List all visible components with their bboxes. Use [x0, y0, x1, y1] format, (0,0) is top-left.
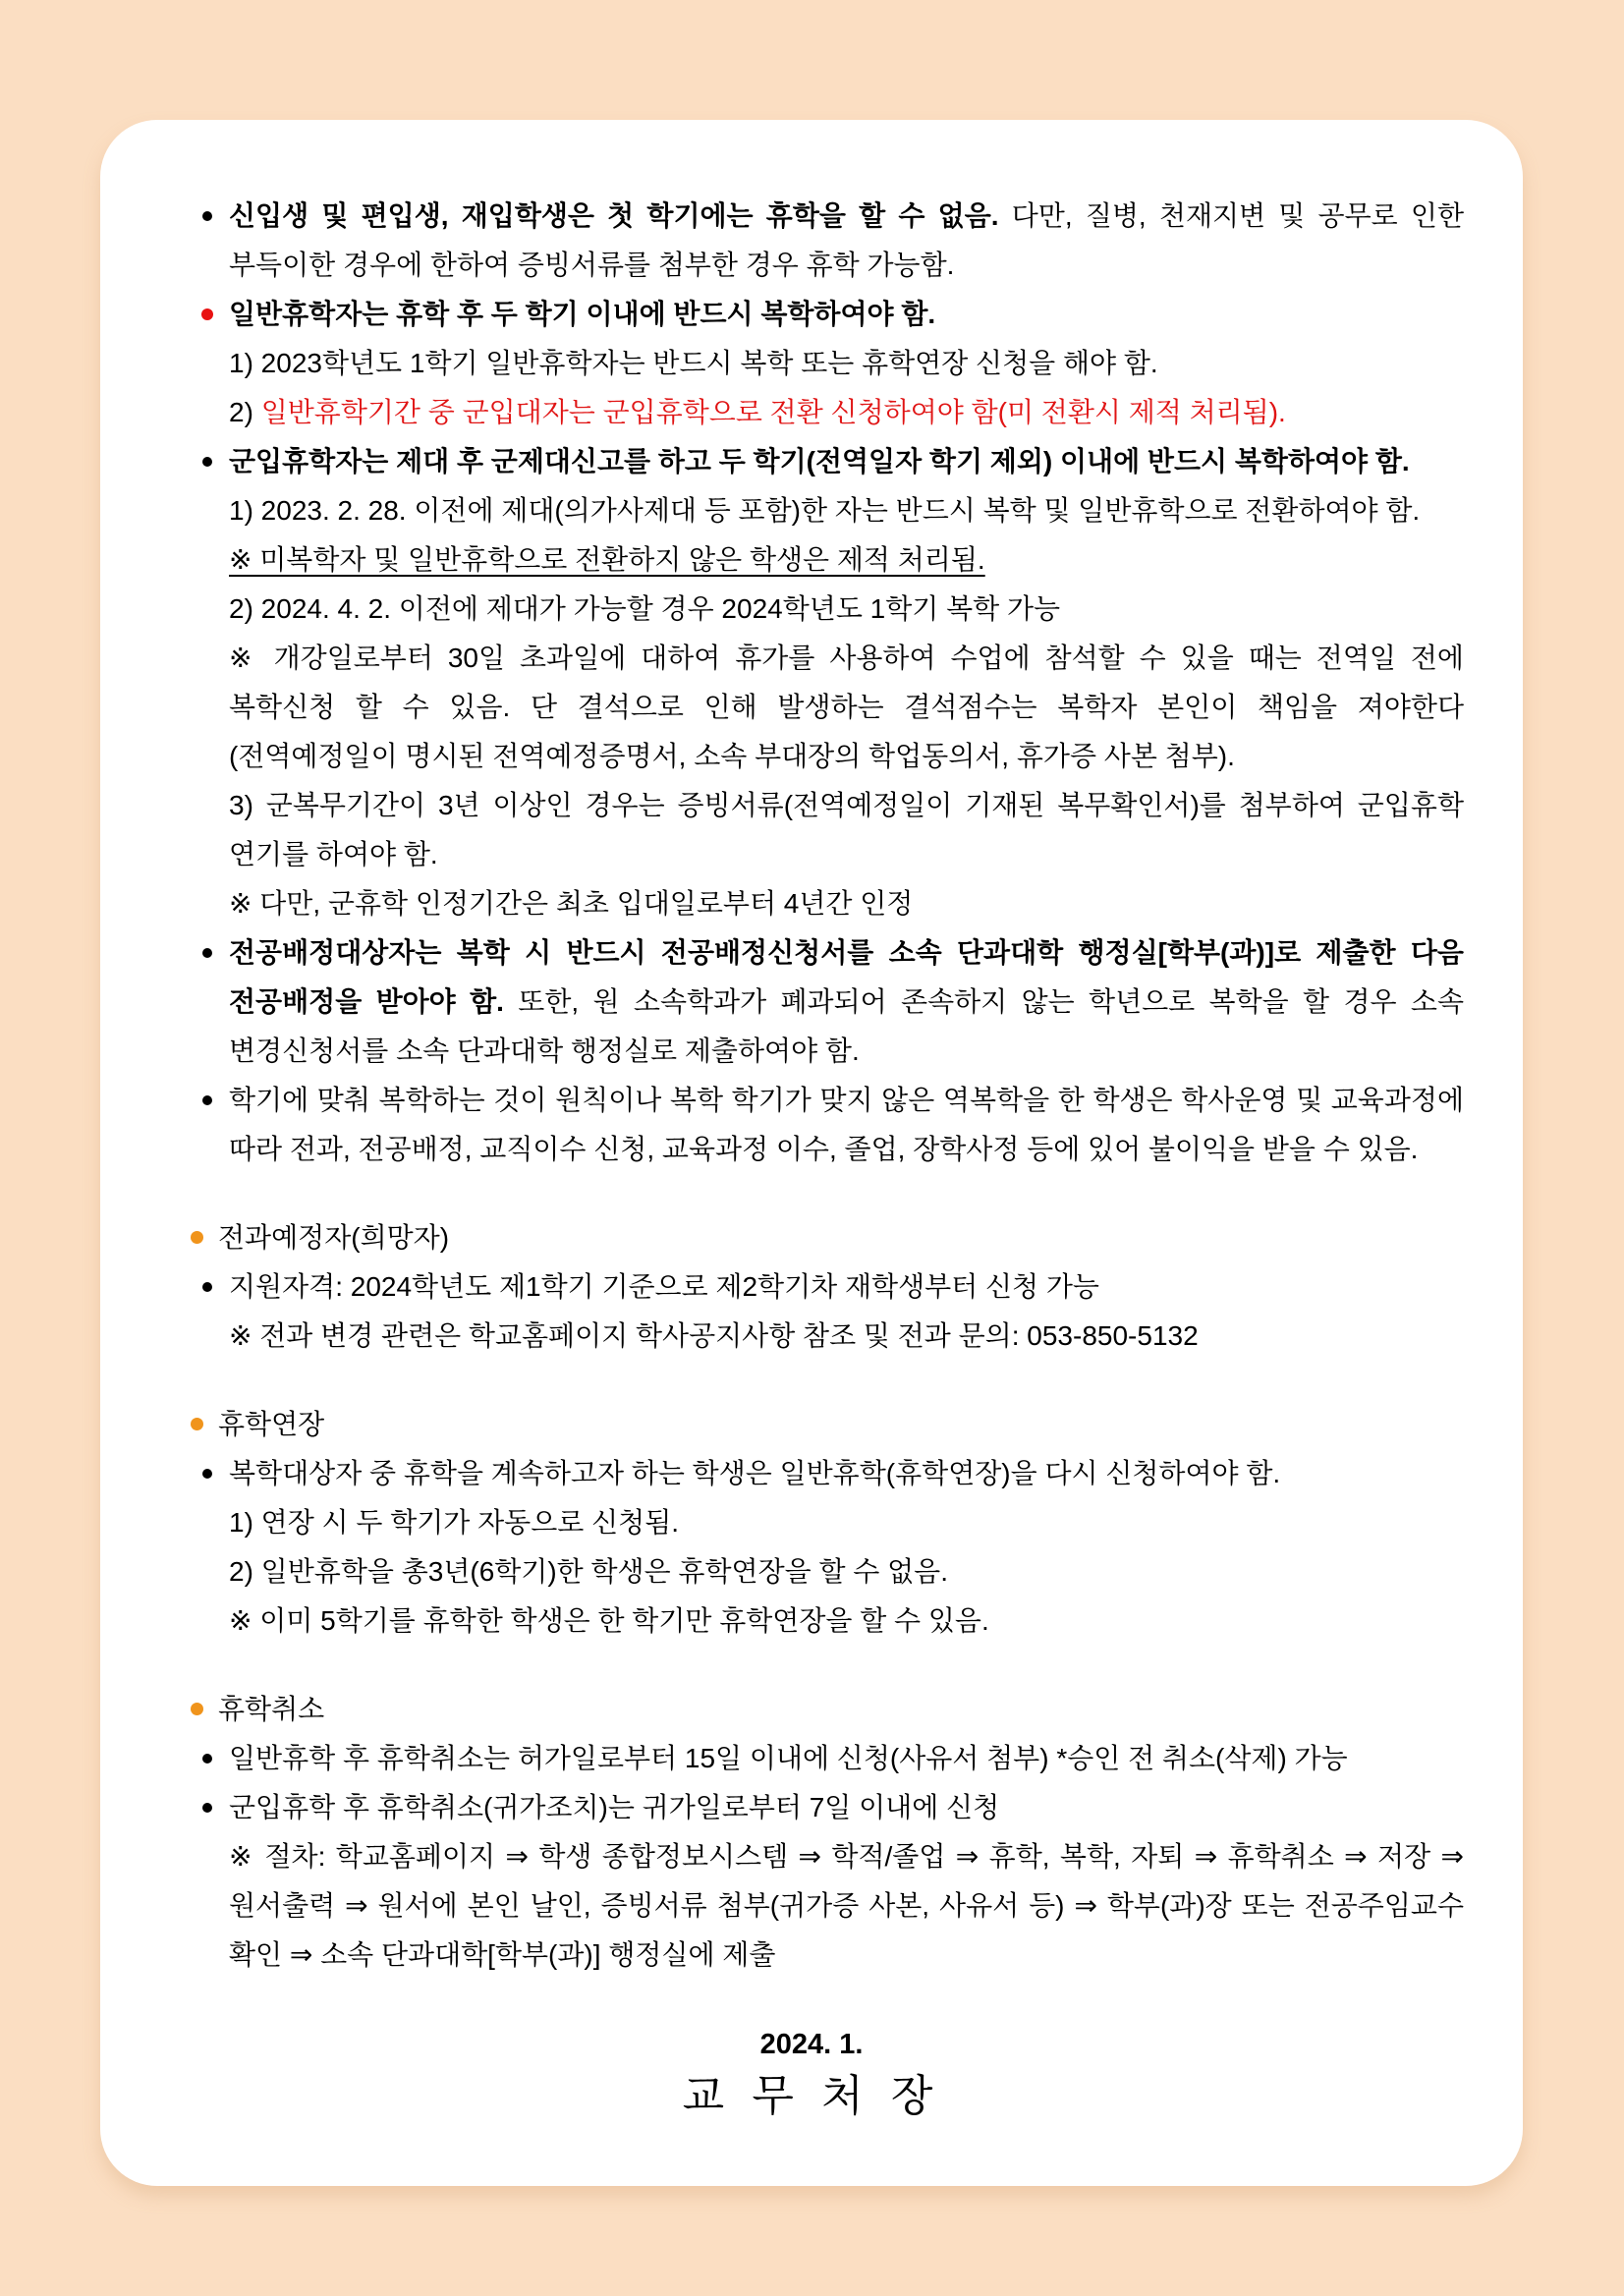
text-run: ※ 전과 변경 관련은 학교홈페이지 학사공지사항 참조 및 전과 문의: 053-850-5132 — [229, 1320, 1199, 1351]
section-bullet-icon — [191, 1418, 203, 1430]
bullet-item — [229, 928, 1464, 1076]
bullet-dot-icon — [202, 457, 212, 467]
bullet-item — [229, 1449, 1464, 1498]
notice-body — [218, 192, 1464, 1980]
sub-item — [229, 1547, 1464, 1596]
text-run: 다만, 질병, 천재지변 및 공무로 인한 부득이한 경우에 한하여 증빙서류를 첨부한 경우 휴학 가능함. — [229, 200, 1464, 280]
text-run: ※ 미복학자 및 일반휴학으로 전환하지 않은 학생은 제적 처리됨. — [229, 544, 985, 575]
bullet-dot-icon — [202, 1282, 212, 1292]
bullet-dot-icon — [202, 1469, 212, 1479]
text-run: 2) 일반휴학을 총3년(6학기)한 학생은 휴학연장을 할 수 없음. — [229, 1556, 948, 1587]
text-run: 학기에 맞춰 복학하는 것이 원칙이나 복학 학기가 맞지 않은 역복학을 한 학생은 학사운영 및 교육과정에 따라 전과, 전공배정, 교직이수 신청, 교육과정 이수, 졸업, 장학사정 등에 있어 불이익을 받을 수 있음. — [229, 1085, 1464, 1164]
sub-item — [229, 585, 1464, 634]
text-run: 3) 군복무기간이 3년 이상인 경우는 증빙서류(전역예정일이 기재된 복무확인서)를 첨부하여 군입휴학 연기를 하여야 함. — [229, 790, 1464, 869]
text-run: 전공배정대상자는 복학 시 반드시 전공배정신청서를 소속 단과대학 행정실[학부(과)]로 제출한 다음 전공배정을 받아야 함. — [229, 937, 1464, 1017]
text-run: ※ 개강일로부터 30일 초과일에 대하여 휴가를 사용하여 수업에 참석할 수 있을 때는 전역일 전에 복학신청 할 수 있음. 단 결석으로 인해 발생하는 결석점수는 복학자 본인이 책임을 져야한다(전역예정일이 명시된 전역예정증명서, 소속 부대장의 학업동의서, 휴가증 사본 첨부). — [229, 643, 1464, 771]
bullet-item — [229, 290, 1464, 339]
bullet-item — [229, 1076, 1464, 1174]
bullet-item — [229, 192, 1464, 290]
text-run: 군입휴학자는 제대 후 군제대신고를 하고 두 학기(전역일자 학기 제외) 이내에 반드시 복학하여야 함. — [229, 446, 1410, 476]
bullet-dot-icon — [202, 211, 212, 221]
bullet-dot-red-icon — [201, 308, 213, 320]
text-run: 군입휴학 후 휴학취소(귀가조치)는 귀가일로부터 7일 이내에 신청 — [229, 1792, 1000, 1822]
text-run: 일반휴학 후 휴학취소는 허가일로부터 15일 이내에 신청(사유서 첨부) *승인 전 취소(삭제) 가능 — [229, 1743, 1348, 1773]
section-header — [218, 1685, 1464, 1734]
section-bullet-icon — [191, 1703, 203, 1715]
sub-item — [229, 339, 1464, 388]
bullet-dot-icon — [202, 1754, 212, 1764]
sub-item — [229, 535, 1464, 585]
bullet-dot-icon — [202, 1095, 212, 1105]
text-run: 2) 2024. 4. 2. 이전에 제대가 가능할 경우 2024학년도 1학기 복학 가능 — [229, 593, 1061, 624]
bullet-item — [229, 1783, 1464, 1832]
sub-item — [229, 1312, 1464, 1361]
sub-item — [229, 1832, 1464, 1980]
bullet-item — [229, 1262, 1464, 1312]
bullet-dot-icon — [202, 948, 212, 958]
text-run: ※ 다만, 군휴학 인정기간은 최초 입대일로부터 4년간 인정 — [229, 888, 914, 919]
bullet-item — [229, 1734, 1464, 1783]
text-run: 지원자격: 2024학년도 제1학기 기준으로 제2학기차 재학생부터 신청 가능 — [229, 1271, 1099, 1302]
sub-item — [229, 388, 1464, 437]
text-run: 1) 연장 시 두 학기가 자동으로 신청됨. — [229, 1507, 680, 1538]
text-run: 휴학연장 — [218, 1409, 325, 1439]
bullet-dot-icon — [202, 1803, 212, 1813]
sub-item — [229, 486, 1464, 535]
sub-item — [229, 879, 1464, 928]
section-header — [218, 1213, 1464, 1262]
sub-item — [229, 1596, 1464, 1646]
footer-signature: 교 무 처 장 — [682, 2072, 941, 2120]
notice-card — [100, 120, 1523, 2186]
footer-date: 2024. 1. — [759, 2029, 864, 2060]
sub-item — [229, 634, 1464, 781]
text-run: 일반휴학기간 중 군입대자는 군입휴학으로 전환 신청하여야 함(미 전환시 제적 처리됨). — [260, 397, 1286, 427]
text-run: ※ 절차: 학교홈페이지 ⇒ 학생 종합정보시스템 ⇒ 학적/졸업 ⇒ 휴학, 복학, 자퇴 ⇒ 휴학취소 ⇒ 저장 ⇒ 원서출력 ⇒ 원서에 본인 날인, 증빙서류 첨부(귀가증 사본, 사유서 등) ⇒ 학부(과)장 또는 전공주임교수 확인 ⇒ 소속 단과대학[학부(과)] 행정실에 제출 — [229, 1841, 1464, 1970]
section-bullet-icon — [191, 1231, 203, 1244]
text-run: 2) — [229, 397, 261, 427]
text-run: 1) 2023학년도 1학기 일반휴학자는 반드시 복학 또는 휴학연장 신청을 해야 함. — [229, 348, 1158, 378]
text-run: 일반휴학자는 휴학 후 두 학기 이내에 반드시 복학하여야 함. — [229, 299, 936, 329]
text-run: 또한, 원 소속학과가 폐과되어 존속하지 않는 학년으로 복학을 할 경우 소속 변경신청서를 소속 단과대학 행정실로 제출하여야 함. — [229, 986, 1464, 1066]
sub-item — [229, 1498, 1464, 1547]
text-run: 복학대상자 중 휴학을 계속하고자 하는 학생은 일반휴학(휴학연장)을 다시 신청하여야 함. — [229, 1458, 1281, 1488]
bullet-item — [229, 437, 1464, 486]
section-header — [218, 1400, 1464, 1449]
text-run: 1) 2023. 2. 28. 이전에 제대(의가사제대 등 포함)한 자는 반드시 복학 및 일반휴학으로 전환하여야 함. — [229, 495, 1421, 526]
sub-item — [229, 781, 1464, 879]
text-run: 전과예정자(희망자) — [218, 1222, 450, 1253]
text-run: 신입생 및 편입생, 재입학생은 첫 학기에는 휴학을 할 수 없음. — [229, 200, 999, 231]
text-run: ※ 이미 5학기를 휴학한 학생은 한 학기만 휴학연장을 할 수 있음. — [229, 1605, 989, 1636]
text-run: 휴학취소 — [218, 1694, 325, 1724]
